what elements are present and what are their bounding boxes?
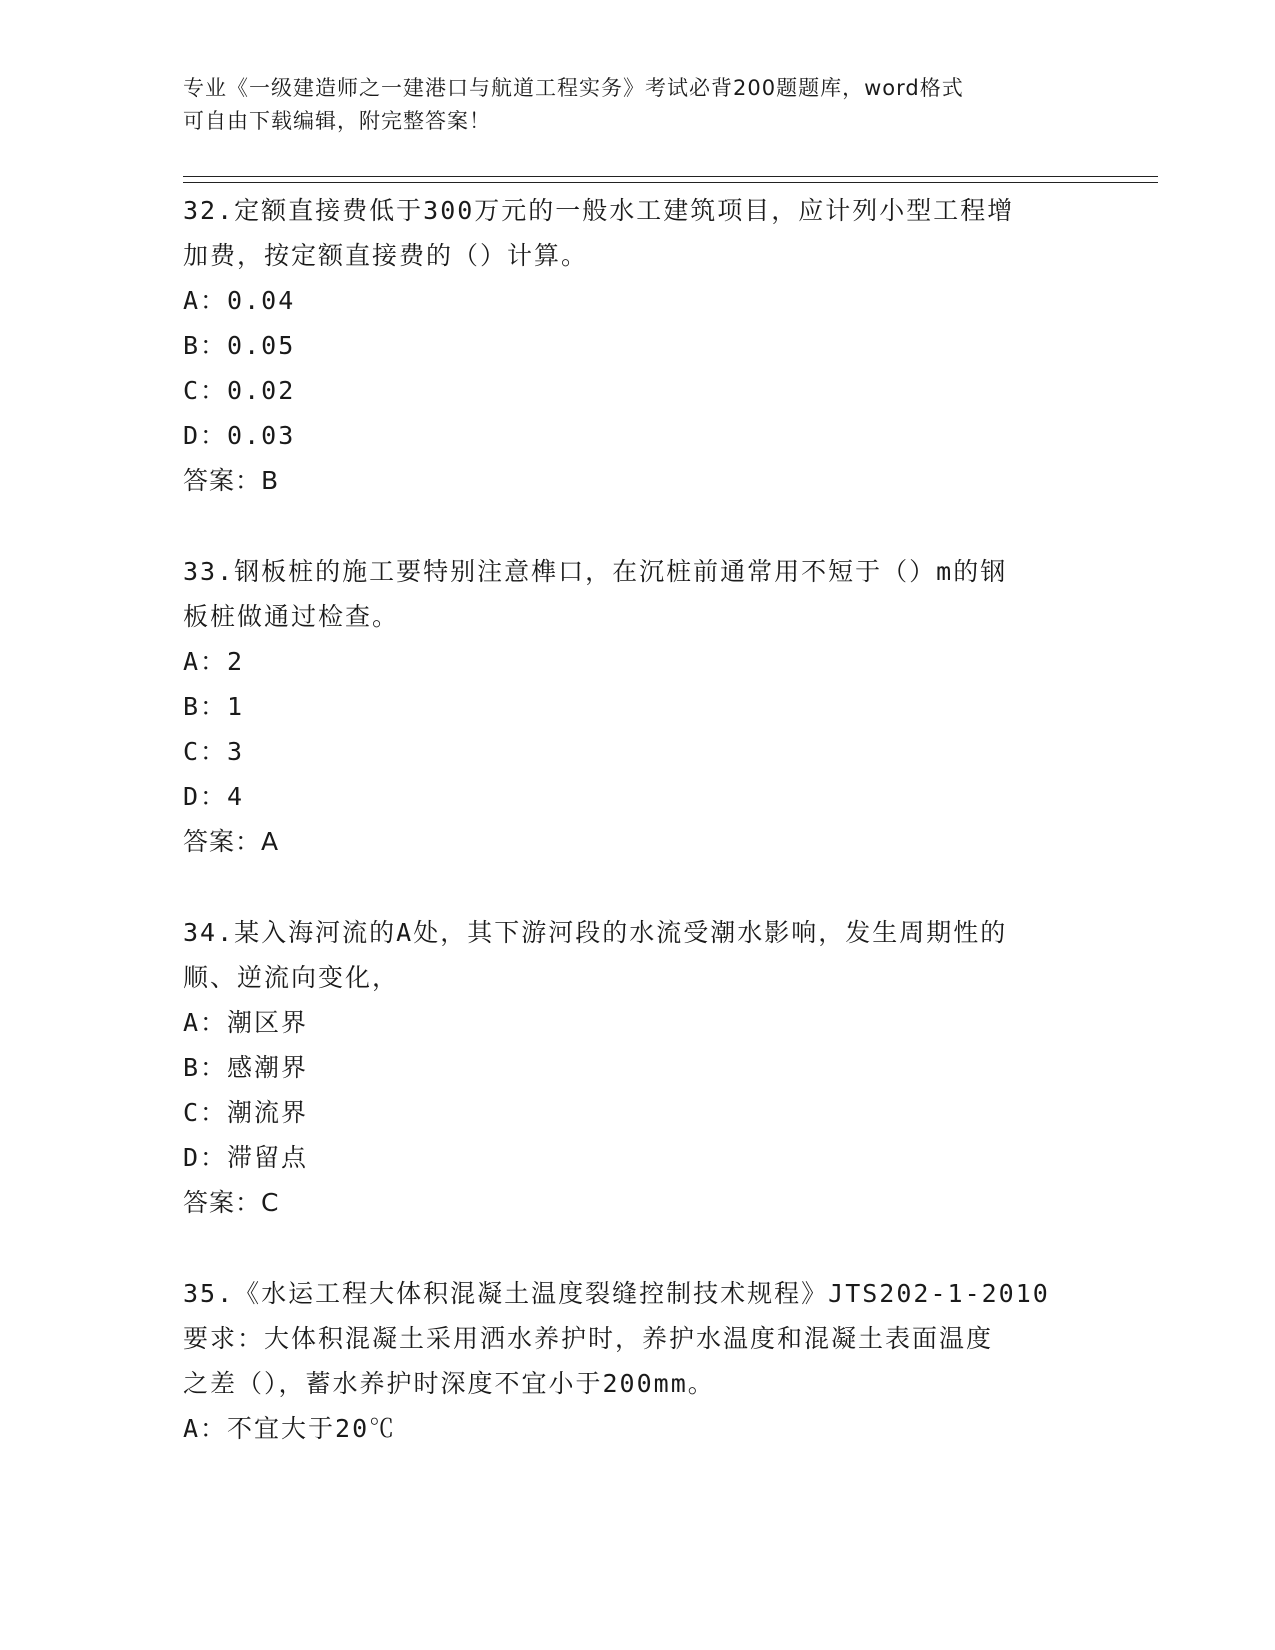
question-stem: 要求：大体积混凝土采用洒水养护时，养护水温度和混凝土表面温度 xyxy=(183,1324,994,1353)
question-stem: 34.某入海河流的A处，其下游河段的水流受潮水影响，发生周期性的 xyxy=(183,918,1008,947)
question-34 xyxy=(183,910,1083,1225)
option-d: D：4 xyxy=(183,782,245,811)
question-33 xyxy=(183,549,1083,864)
question-stem: 33.钢板桩的施工要特别注意榫口，在沉桩前通常用不短于（）m的钢 xyxy=(183,557,1008,586)
option-a: A：2 xyxy=(183,647,245,676)
option-c: C：潮流界 xyxy=(183,1098,309,1127)
header-line-2: 可自由下载编辑，附完整答案！ xyxy=(183,109,491,133)
document-header xyxy=(183,72,1063,138)
question-stem: 之差（），蓄水养护时深度不宜小于200mm。 xyxy=(183,1369,715,1398)
answer: 答案：B xyxy=(183,466,280,495)
question-stem: 顺、逆流向变化， xyxy=(183,963,400,992)
question-stem: 加费，按定额直接费的（）计算。 xyxy=(183,241,589,270)
question-35 xyxy=(183,1271,1083,1451)
option-d: D：滞留点 xyxy=(183,1143,309,1172)
question-stem: 32.定额直接费低于300万元的一般水工建筑项目，应计列小型工程增 xyxy=(183,196,1015,225)
question-stem: 35.《水运工程大体积混凝土温度裂缝控制技术规程》JTS202-1-2010 xyxy=(183,1279,1050,1308)
question-list xyxy=(183,188,1083,1497)
option-c: C：0.02 xyxy=(183,376,296,405)
header-line-1: 专业《一级建造师之一建港口与航道工程实务》考试必背200题题库，word格式 xyxy=(183,76,964,100)
option-b: B：1 xyxy=(183,692,245,721)
header-divider-top xyxy=(183,176,1158,177)
option-a: A：0.04 xyxy=(183,286,296,315)
option-a: A：潮区界 xyxy=(183,1008,309,1037)
option-c: C：3 xyxy=(183,737,245,766)
option-d: D：0.03 xyxy=(183,421,296,450)
question-stem: 板桩做通过检查。 xyxy=(183,602,400,631)
option-a: A：不宜大于20℃ xyxy=(183,1414,397,1443)
option-b: B：感潮界 xyxy=(183,1053,309,1082)
answer: 答案：C xyxy=(183,1188,280,1217)
option-b: B：0.05 xyxy=(183,331,296,360)
answer: 答案：A xyxy=(183,827,280,856)
header-divider-bottom xyxy=(183,182,1158,183)
question-32 xyxy=(183,188,1083,503)
